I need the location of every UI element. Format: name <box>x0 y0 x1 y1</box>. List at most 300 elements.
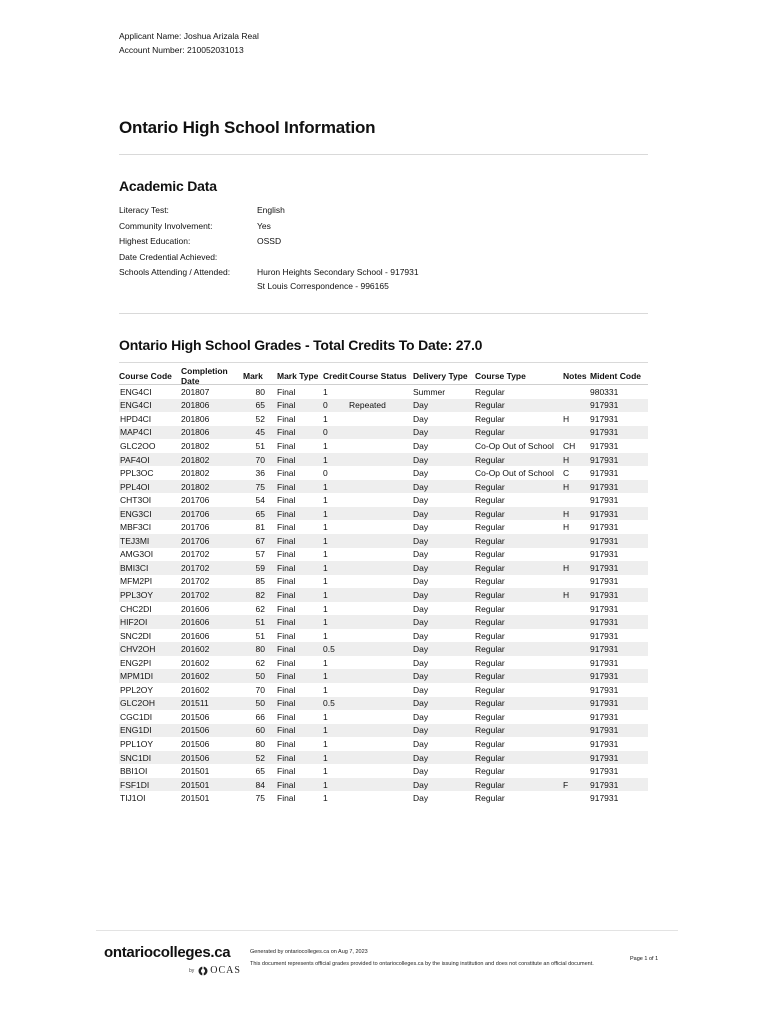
cell-credit: 1 <box>323 522 328 533</box>
cell-credit: 0 <box>323 400 328 411</box>
cell-notes: H <box>563 589 570 600</box>
cell-notes: CH <box>563 440 576 451</box>
academic-data <box>119 203 419 293</box>
cell-credit: 1 <box>323 495 328 506</box>
cell-mark-type: Final <box>277 468 296 479</box>
column-header-course-status: Course Status <box>349 370 407 381</box>
cell-course-code: MAP4CI <box>120 427 152 438</box>
cell-mark: 70 <box>255 684 265 695</box>
cell-notes: H <box>563 481 570 492</box>
column-header-completion-date: Completion Date <box>181 365 228 386</box>
page-title: Ontario High School Information <box>119 118 376 137</box>
cell-course-code: CHC2DI <box>120 603 152 614</box>
table-row <box>119 412 648 426</box>
cell-mident-code: 917931 <box>590 630 619 641</box>
academic-value: OSSD <box>257 236 282 247</box>
cell-mark: 84 <box>255 779 265 790</box>
cell-completion-date: 201506 <box>181 752 210 763</box>
cell-mark-type: Final <box>277 725 296 736</box>
cell-course-type: Regular <box>475 738 505 749</box>
ocas-logo-icon <box>198 966 208 976</box>
cell-course-type: Regular <box>475 495 505 506</box>
cell-completion-date: 201606 <box>181 617 210 628</box>
table-row <box>119 791 648 805</box>
cell-credit: 1 <box>323 549 328 560</box>
cell-delivery-type: Day <box>413 589 429 600</box>
school-entry: Huron Heights Secondary School - 917931 <box>257 267 419 278</box>
cell-completion-date: 201807 <box>181 386 210 397</box>
cell-mident-code: 917931 <box>590 779 619 790</box>
footer-note <box>250 946 620 970</box>
ocas-logo <box>189 965 241 976</box>
table-row <box>119 642 648 656</box>
cell-credit: 1 <box>323 779 328 790</box>
cell-course-code: BBI1OI <box>120 766 148 777</box>
cell-mark-type: Final <box>277 481 296 492</box>
cell-mark-type: Final <box>277 711 296 722</box>
cell-delivery-type: Day <box>413 562 429 573</box>
cell-course-type: Regular <box>475 400 505 411</box>
cell-delivery-type: Day <box>413 413 429 424</box>
cell-completion-date: 201602 <box>181 657 210 668</box>
cell-delivery-type: Day <box>413 508 429 519</box>
cell-notes: H <box>563 413 570 424</box>
cell-completion-date: 201806 <box>181 400 210 411</box>
academic-value <box>257 265 419 293</box>
cell-course-type: Regular <box>475 522 505 533</box>
cell-course-code: PAF4OI <box>120 454 150 465</box>
cell-delivery-type: Day <box>413 671 429 682</box>
academic-label: Community Involvement: <box>119 220 213 231</box>
applicant-info <box>119 29 259 57</box>
cell-mark: 54 <box>255 495 265 506</box>
cell-delivery-type: Day <box>413 779 429 790</box>
cell-mident-code: 917931 <box>590 684 619 695</box>
cell-mark: 50 <box>255 698 265 709</box>
cell-mark-type: Final <box>277 684 296 695</box>
applicant-name: Applicant Name: Joshua Arizala Real <box>119 31 259 41</box>
cell-course-code: PPL3OY <box>120 589 154 600</box>
cell-notes: H <box>563 508 570 519</box>
cell-mident-code: 980331 <box>590 386 619 397</box>
cell-notes: H <box>563 522 570 533</box>
cell-delivery-type: Day <box>413 630 429 641</box>
cell-mark: 65 <box>255 766 265 777</box>
cell-mident-code: 917931 <box>590 413 619 424</box>
cell-mident-code: 917931 <box>590 468 619 479</box>
cell-completion-date: 201706 <box>181 535 210 546</box>
school-entry: St Louis Correspondence - 996165 <box>257 281 389 292</box>
cell-course-type: Regular <box>475 562 505 573</box>
cell-course-type: Regular <box>475 481 505 492</box>
cell-credit: 1 <box>323 454 328 465</box>
cell-mark-type: Final <box>277 671 296 682</box>
cell-course-code: PPL4OI <box>120 481 150 492</box>
table-row <box>119 615 648 629</box>
cell-mark: 70 <box>255 454 265 465</box>
table-row <box>119 439 648 453</box>
generated-text: Generated by ontariocolleges.ca on Aug 7, 2023 <box>250 949 368 955</box>
cell-credit: 1 <box>323 481 328 492</box>
cell-credit: 1 <box>323 535 328 546</box>
cell-mark: 75 <box>255 793 265 804</box>
divider <box>119 313 648 314</box>
cell-mident-code: 917931 <box>590 617 619 628</box>
table-row <box>119 724 648 738</box>
cell-completion-date: 201802 <box>181 440 210 451</box>
cell-credit: 1 <box>323 657 328 668</box>
cell-delivery-type: Day <box>413 427 429 438</box>
cell-completion-date: 201501 <box>181 766 210 777</box>
cell-delivery-type: Day <box>413 440 429 451</box>
academic-value: Yes <box>257 220 271 231</box>
cell-course-type: Regular <box>475 793 505 804</box>
cell-completion-date: 201702 <box>181 549 210 560</box>
cell-delivery-type: Day <box>413 657 429 668</box>
cell-course-type: Regular <box>475 535 505 546</box>
cell-mident-code: 917931 <box>590 522 619 533</box>
cell-course-code: PPL3OC <box>120 468 154 479</box>
cell-mark-type: Final <box>277 779 296 790</box>
cell-credit: 1 <box>323 684 328 695</box>
cell-credit: 1 <box>323 562 328 573</box>
cell-mark: 45 <box>255 427 265 438</box>
cell-mident-code: 917931 <box>590 644 619 655</box>
cell-mident-code: 917931 <box>590 657 619 668</box>
cell-completion-date: 201606 <box>181 630 210 641</box>
table-row <box>119 426 648 440</box>
cell-credit: 1 <box>323 440 328 451</box>
cell-course-type: Regular <box>475 711 505 722</box>
table-row <box>119 561 648 575</box>
cell-mark-type: Final <box>277 400 296 411</box>
table-row <box>119 588 648 602</box>
academic-row <box>119 219 419 235</box>
cell-course-code: AMG3OI <box>120 549 154 560</box>
cell-mark-type: Final <box>277 386 296 397</box>
cell-delivery-type: Day <box>413 549 429 560</box>
cell-completion-date: 201706 <box>181 508 210 519</box>
cell-mident-code: 917931 <box>590 766 619 777</box>
cell-credit: 0 <box>323 427 328 438</box>
cell-mark: 80 <box>255 738 265 749</box>
cell-mark-type: Final <box>277 644 296 655</box>
cell-course-type: Regular <box>475 752 505 763</box>
cell-completion-date: 201806 <box>181 413 210 424</box>
cell-course-type: Co-Op Out of School <box>475 468 554 479</box>
cell-delivery-type: Day <box>413 752 429 763</box>
cell-mark-type: Final <box>277 630 296 641</box>
cell-mident-code: 917931 <box>590 711 619 722</box>
cell-credit: 1 <box>323 630 328 641</box>
table-row <box>119 764 648 778</box>
cell-mident-code: 917931 <box>590 535 619 546</box>
cell-course-type: Regular <box>475 576 505 587</box>
cell-course-code: MBF3CI <box>120 522 152 533</box>
cell-course-type: Regular <box>475 427 505 438</box>
grades-heading: Ontario High School Grades - Total Credits To Date: 27.0 <box>119 337 483 353</box>
cell-mark: 51 <box>255 617 265 628</box>
cell-delivery-type: Day <box>413 454 429 465</box>
page-number: Page 1 of 1 <box>630 956 659 962</box>
academic-label: Literacy Test: <box>119 205 169 215</box>
cell-mark: 51 <box>255 440 265 451</box>
cell-credit: 1 <box>323 413 328 424</box>
cell-completion-date: 201606 <box>181 603 210 614</box>
cell-delivery-type: Day <box>413 576 429 587</box>
cell-delivery-type: Day <box>413 617 429 628</box>
cell-course-code: ENG2PI <box>120 657 152 668</box>
cell-completion-date: 201806 <box>181 427 210 438</box>
academic-row <box>119 265 419 293</box>
cell-delivery-type: Day <box>413 766 429 777</box>
table-row <box>119 575 648 589</box>
cell-delivery-type: Day <box>413 684 429 695</box>
cell-mark: 80 <box>255 386 265 397</box>
cell-mark-type: Final <box>277 413 296 424</box>
cell-mark-type: Final <box>277 738 296 749</box>
cell-mark-type: Final <box>277 576 296 587</box>
cell-mident-code: 917931 <box>590 793 619 804</box>
academic-label: Schools Attending / Attended: <box>119 267 231 278</box>
cell-mark: 75 <box>255 481 265 492</box>
cell-delivery-type: Day <box>413 522 429 533</box>
cell-mark-type: Final <box>277 440 296 451</box>
cell-course-code: ENG4CI <box>120 400 152 411</box>
cell-delivery-type: Day <box>413 603 429 614</box>
cell-credit: 1 <box>323 617 328 628</box>
cell-course-code: BMI3CI <box>120 562 149 573</box>
cell-notes: F <box>563 779 569 790</box>
cell-mident-code: 917931 <box>590 454 619 465</box>
cell-mident-code: 917931 <box>590 725 619 736</box>
cell-course-code: ENG4CI <box>120 386 152 397</box>
cell-credit: 0.5 <box>323 644 335 655</box>
table-row <box>119 710 648 724</box>
cell-mark-type: Final <box>277 508 296 519</box>
table-row <box>119 507 648 521</box>
cell-course-type: Regular <box>475 644 505 655</box>
cell-course-type: Regular <box>475 630 505 641</box>
cell-credit: 0 <box>323 468 328 479</box>
cell-completion-date: 201501 <box>181 779 210 790</box>
cell-mark-type: Final <box>277 766 296 777</box>
cell-course-code: ENG1DI <box>120 725 152 736</box>
cell-mident-code: 917931 <box>590 576 619 587</box>
cell-delivery-type: Day <box>413 725 429 736</box>
cell-course-type: Regular <box>475 549 505 560</box>
cell-mark-type: Final <box>277 603 296 614</box>
academic-row <box>119 250 419 266</box>
column-header-course-type: Course Type <box>475 370 526 381</box>
cell-completion-date: 201706 <box>181 495 210 506</box>
table-row <box>119 683 648 697</box>
cell-mark-type: Final <box>277 495 296 506</box>
cell-course-code: HPD4CI <box>120 413 152 424</box>
cell-delivery-type: Day <box>413 468 429 479</box>
disclaimer-text: This document represents official grades provided to ontariocolleges.ca by the issuing institution and does not constitute an official document. <box>250 961 594 967</box>
table-row <box>119 520 648 534</box>
cell-mark-type: Final <box>277 562 296 573</box>
cell-mark: 80 <box>255 644 265 655</box>
divider <box>119 154 648 155</box>
cell-delivery-type: Day <box>413 400 429 411</box>
table-row <box>119 399 648 413</box>
cell-delivery-type: Day <box>413 698 429 709</box>
cell-completion-date: 201802 <box>181 481 210 492</box>
cell-mark-type: Final <box>277 427 296 438</box>
cell-completion-date: 201506 <box>181 738 210 749</box>
cell-course-code: PPL1OY <box>120 738 154 749</box>
cell-course-type: Regular <box>475 508 505 519</box>
cell-mark: 50 <box>255 671 265 682</box>
ontariocolleges-logo: ontariocolleges.ca <box>104 944 231 961</box>
cell-completion-date: 201511 <box>181 698 209 709</box>
ocas-wordmark: OCAS <box>210 965 241 976</box>
cell-mark: 85 <box>255 576 265 587</box>
table-row <box>119 466 648 480</box>
column-header-mident-code: Mident Code <box>590 370 641 381</box>
cell-course-type: Regular <box>475 657 505 668</box>
table-row <box>119 697 648 711</box>
cell-credit: 0.5 <box>323 698 335 709</box>
cell-credit: 1 <box>323 766 328 777</box>
column-header-delivery-type: Delivery Type <box>413 370 468 381</box>
cell-mident-code: 917931 <box>590 698 619 709</box>
column-header-mark-type: Mark Type <box>277 370 319 381</box>
grades-table <box>119 367 648 805</box>
academic-label: Highest Education: <box>119 236 191 247</box>
cell-mark: 59 <box>255 562 265 573</box>
table-row <box>119 669 648 683</box>
cell-notes: C <box>563 468 570 479</box>
cell-mark: 65 <box>255 400 265 411</box>
cell-course-type: Regular <box>475 671 505 682</box>
cell-mident-code: 917931 <box>590 495 619 506</box>
cell-completion-date: 201802 <box>181 454 210 465</box>
cell-delivery-type: Summer <box>413 386 446 397</box>
by-label: by <box>189 967 195 974</box>
cell-mark: 60 <box>255 725 265 736</box>
cell-mark-type: Final <box>277 752 296 763</box>
cell-credit: 1 <box>323 386 328 397</box>
cell-delivery-type: Day <box>413 481 429 492</box>
cell-credit: 1 <box>323 738 328 749</box>
cell-mident-code: 917931 <box>590 481 619 492</box>
table-row <box>119 534 648 548</box>
column-header-notes: Notes <box>563 370 587 381</box>
cell-completion-date: 201706 <box>181 522 210 533</box>
table-row <box>119 656 648 670</box>
table-row <box>119 751 648 765</box>
cell-course-code: GLC2OO <box>120 440 156 451</box>
cell-credit: 1 <box>323 576 328 587</box>
cell-delivery-type: Day <box>413 644 429 655</box>
cell-mark-type: Final <box>277 698 296 709</box>
cell-completion-date: 201602 <box>181 671 210 682</box>
cell-mident-code: 917931 <box>590 400 619 411</box>
cell-course-type: Regular <box>475 413 505 424</box>
cell-mident-code: 917931 <box>590 752 619 763</box>
cell-mark-type: Final <box>277 454 296 465</box>
cell-credit: 1 <box>323 589 328 600</box>
table-row <box>119 602 648 616</box>
cell-mark-type: Final <box>277 535 296 546</box>
cell-notes: H <box>563 562 570 573</box>
cell-mident-code: 917931 <box>590 603 619 614</box>
cell-mark-type: Final <box>277 549 296 560</box>
cell-course-type: Regular <box>475 589 505 600</box>
grades-header-row <box>119 367 648 385</box>
table-row <box>119 629 648 643</box>
cell-course-code: HIF2OI <box>120 617 148 628</box>
cell-delivery-type: Day <box>413 535 429 546</box>
grades-body <box>119 385 648 805</box>
column-header-course-code: Course Code <box>119 370 172 381</box>
table-row <box>119 385 648 399</box>
cell-credit: 1 <box>323 671 328 682</box>
cell-credit: 1 <box>323 711 328 722</box>
cell-mark: 62 <box>255 603 265 614</box>
cell-course-type: Regular <box>475 766 505 777</box>
cell-course-code: SNC2DI <box>120 630 152 641</box>
table-row <box>119 778 648 792</box>
table-row <box>119 493 648 507</box>
cell-mark-type: Final <box>277 657 296 668</box>
cell-mident-code: 917931 <box>590 589 619 600</box>
table-row <box>119 737 648 751</box>
cell-course-code: MFM2PI <box>120 576 153 587</box>
cell-credit: 1 <box>323 793 328 804</box>
column-header-credit: Credit <box>323 370 348 381</box>
cell-completion-date: 201506 <box>181 725 210 736</box>
cell-course-code: CGC1DI <box>120 711 153 722</box>
cell-mark-type: Final <box>277 793 296 804</box>
cell-course-type: Co-Op Out of School <box>475 440 554 451</box>
cell-mident-code: 917931 <box>590 671 619 682</box>
cell-mident-code: 917931 <box>590 738 619 749</box>
cell-delivery-type: Day <box>413 495 429 506</box>
cell-mark: 67 <box>255 535 265 546</box>
academic-row <box>119 203 419 219</box>
cell-course-status: Repeated <box>349 400 386 411</box>
cell-course-type: Regular <box>475 725 505 736</box>
academic-value: English <box>257 205 285 215</box>
cell-mident-code: 917931 <box>590 508 619 519</box>
cell-mark: 81 <box>255 522 265 533</box>
cell-mark: 57 <box>255 549 265 560</box>
cell-completion-date: 201602 <box>181 684 210 695</box>
cell-course-code: GLC2OH <box>120 698 155 709</box>
cell-notes: H <box>563 454 570 465</box>
footer-divider <box>96 930 678 931</box>
academic-label: Date Credential Achieved: <box>119 251 218 262</box>
cell-delivery-type: Day <box>413 738 429 749</box>
academic-row <box>119 234 419 250</box>
cell-mark-type: Final <box>277 589 296 600</box>
cell-mident-code: 917931 <box>590 427 619 438</box>
cell-mark-type: Final <box>277 617 296 628</box>
cell-course-type: Regular <box>475 779 505 790</box>
cell-credit: 1 <box>323 603 328 614</box>
cell-credit: 1 <box>323 752 328 763</box>
cell-mark: 52 <box>255 413 265 424</box>
cell-completion-date: 201702 <box>181 576 210 587</box>
cell-completion-date: 201506 <box>181 711 210 722</box>
cell-course-code: CHT3OI <box>120 495 152 506</box>
cell-course-code: CHV2OH <box>120 644 156 655</box>
cell-mark: 36 <box>255 468 265 479</box>
